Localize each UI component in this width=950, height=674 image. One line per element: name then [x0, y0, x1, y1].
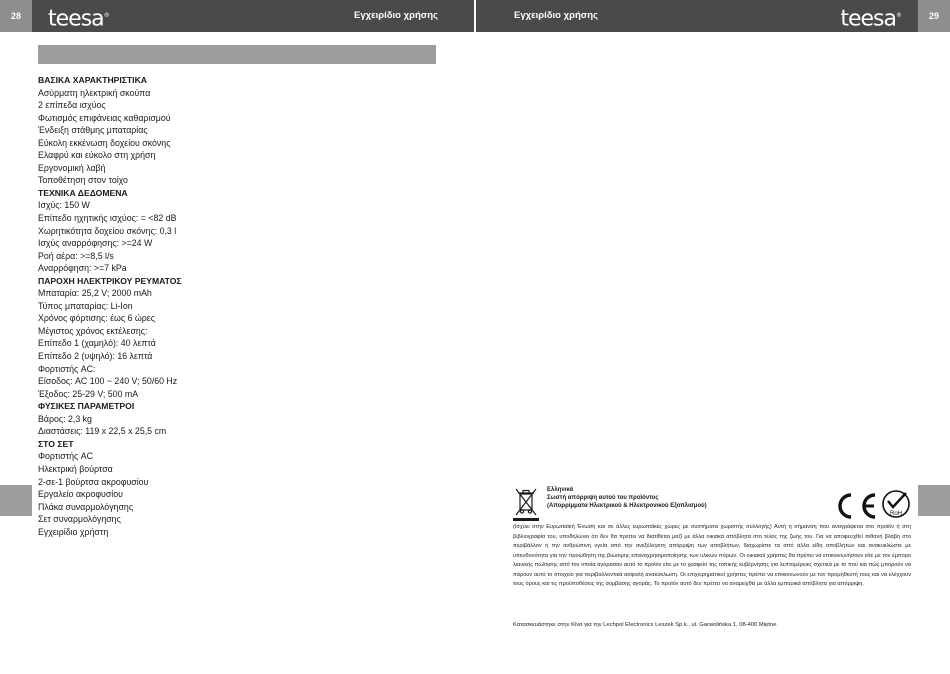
spec-line: Φωτισμός επιφάνειας καθαρισμού	[38, 112, 171, 123]
ce-mark-icon	[831, 491, 881, 521]
section-title: ΦΥΣΙΚΕΣ ΠΑΡΑΜΕΤΡΟΙ	[38, 401, 135, 412]
section-title: ΣΤΟ ΣΕΤ	[38, 438, 74, 449]
spec-line: Βάρος: 2,3 kg	[38, 413, 92, 424]
spec-line: Ασύρματη ηλεκτρική σκούπα	[38, 87, 151, 98]
spec-line: Επίπεδο 1 (χαμηλό): 40 λεπτά	[38, 338, 156, 349]
language-label: Ελληνικά	[547, 487, 574, 493]
rohs-icon	[881, 488, 911, 520]
section-band	[38, 45, 436, 64]
section-basic-features	[38, 74, 438, 187]
spec-line: Ισχύς αναρρόφησης: >=24 W	[38, 238, 153, 249]
page-number-left: 28	[0, 0, 32, 32]
spec-line: Διαστάσεις: 119 x 22,5 x 25,5 cm	[38, 426, 167, 437]
spec-line: Επίπεδο ηχητικής ισχύος: = <82 dB	[38, 213, 177, 224]
spec-line: Έξοδος: 25-29 V; 500 mA	[38, 388, 139, 399]
disposal-title: Σωστή απόρριψη αυτού του προϊόντος	[547, 495, 659, 502]
spec-line: Είσοδος: AC 100 ~ 240 V; 50/60 Hz	[38, 376, 178, 387]
spec-line: Εύκολη εκκένωση δοχείου σκόνης	[38, 137, 171, 148]
spec-line: Εργονομική λαβή	[38, 162, 106, 173]
spec-line: Φορτιστής AC	[38, 451, 93, 462]
spec-line: Αναρρόφηση: >=7 kPa	[38, 263, 127, 274]
spec-line: Ελαφρύ και εύκολο στη χρήση	[38, 150, 156, 161]
spec-line: Ισχύς: 150 W	[38, 200, 90, 211]
side-tab-right	[918, 485, 950, 516]
header-title-right: Εγχειρίδιο χρήσης	[514, 10, 598, 21]
spec-line: Πλάκα συναρμολόγησης	[38, 501, 134, 512]
section-in-the-box	[38, 438, 438, 538]
spec-line: Επίπεδο 2 (υψηλό): 16 λεπτά	[38, 351, 153, 362]
weee-bar	[513, 518, 539, 521]
spec-line: Μπαταρία: 25,2 V; 2000 mAh	[38, 288, 152, 299]
spec-line: Ροή αέρα: >=8,5 l/s	[38, 250, 114, 261]
spec-line: Ένδειξη στάθμης μπαταρίας	[38, 125, 148, 136]
spec-line: Χωρητικότητα δοχείου σκόνης: 0,3 l	[38, 225, 177, 236]
section-power-supply	[38, 275, 438, 400]
header-title-left: Εγχειρίδιο χρήσης	[354, 10, 438, 21]
section-physical-parameters	[38, 400, 438, 438]
specifications-column	[38, 74, 438, 538]
disposal-heading	[547, 486, 827, 511]
rohs-label: RoH	[890, 511, 903, 517]
disposal-body: (Ισχύει στην Ευρωπαϊκή Ένωση και σε άλλες ευρωπαϊκές χώρες με συστήματα χωριστής συλλογής) Αυτή η σήμανση που αναγράφεται στο προϊόν ή στη βιβλιογραφία του, υποδηλώνει ότι δεν θα πρέπει να διατίθεται μαζί με άλλα οικιακά απόβλητα στο τέλος της ζωής του. Για να αποφευχθεί πιθανή βλάβη στο περιβάλλον ή την ανθρώπινη υγεία από την ανεξέλεγκτη απόρριψη των αποβλήτων, διαχωρίστε τα από άλλα είδη αποβλήτων και ανακυκλώστε με υπευθυνότητα για την προώθηση της βιώσιμης επαναχρησιμοποίησης των υλικών πόρων. Οι οικιακοί χρήστες θα πρέπει να επικοινωνήσουν είτε με τον έμπορο λιανικής πώλησης από τον οποία αγόρασαν αυτό το προϊόν είτε με το γραφείο της τοπικής κυβέρνησης για λεπτομέρειες σχετικά με το πού και πώς μπορούν να πάρουν αυτό το στοιχείο για περιβαλλοντικά ασφαλή ανακύκλωση. Οι επιχειρηματικοί χρήστες πρέπει να επικοινωνούν με τον προμηθευτή τους και να ελέγχουν τους όρους και τις προϋποθέσεις της σύμβασης αγοράς. Το προϊόν αυτό δεν πρέπει να αναμειχθεί με άλλα εμπορικά απόβλητα για απόρριψη.	[513, 524, 911, 587]
section-title: ΠΑΡΟΧΗ ΗΛΕΚΤΡΙΚΟΥ ΡΕΥΜΑΤΟΣ	[38, 275, 182, 286]
spec-line: Μέγιστος χρόνος εκτέλεσης:	[38, 325, 148, 336]
spec-line: 2 επίπεδα ισχύος	[38, 100, 106, 111]
section-title: ΒΑΣΙΚΑ ΧΑΡΑΚΤΗΡΙΣΤΙΚΑ	[38, 75, 147, 85]
spec-line: Φορτιστής AC:	[38, 363, 96, 374]
spec-line: Ηλεκτρική βούρτσα	[38, 463, 113, 474]
spec-line: Τύπος μπαταρίας: Li-Ion	[38, 300, 133, 311]
teesa-logo-left: teesa®	[48, 6, 110, 32]
spec-line: Εργαλείο ακροφυσίου	[38, 489, 123, 500]
spec-line: Σετ συναρμολόγησης	[38, 514, 121, 525]
page-header	[0, 0, 950, 32]
section-title: ΤΕΧΝΙΚΑ ΔΕΔΟΜΕΝΑ	[38, 187, 128, 198]
spec-line: 2-σε-1 βούρτσα ακροφυσίου	[38, 476, 149, 487]
spec-line: Εγχειρίδιο χρήστη	[38, 526, 109, 537]
crossed-bin-icon	[513, 486, 539, 522]
teesa-logo-right: teesa®	[840, 6, 902, 32]
spec-line: Τοποθέτηση στον τοίχο	[38, 175, 128, 186]
disposal-subtitle: (Απορρίμματα Ηλεκτρικού & Ηλεκτρονικού Εξοπλισμού)	[547, 503, 707, 510]
side-tab-left	[0, 485, 32, 516]
manufacturer-info: Κατασκευάστηκε στην Κίνα για την Lechpol Electronics Leszek Sp.k., ul. Garwolińska 1, 08-400 Miętne.	[513, 622, 778, 628]
page-divider	[474, 0, 476, 32]
section-technical-data	[38, 187, 438, 275]
page-number-right: 29	[918, 0, 950, 32]
spec-line: Χρόνος φόρτισης: έως 6 ώρες	[38, 313, 155, 324]
